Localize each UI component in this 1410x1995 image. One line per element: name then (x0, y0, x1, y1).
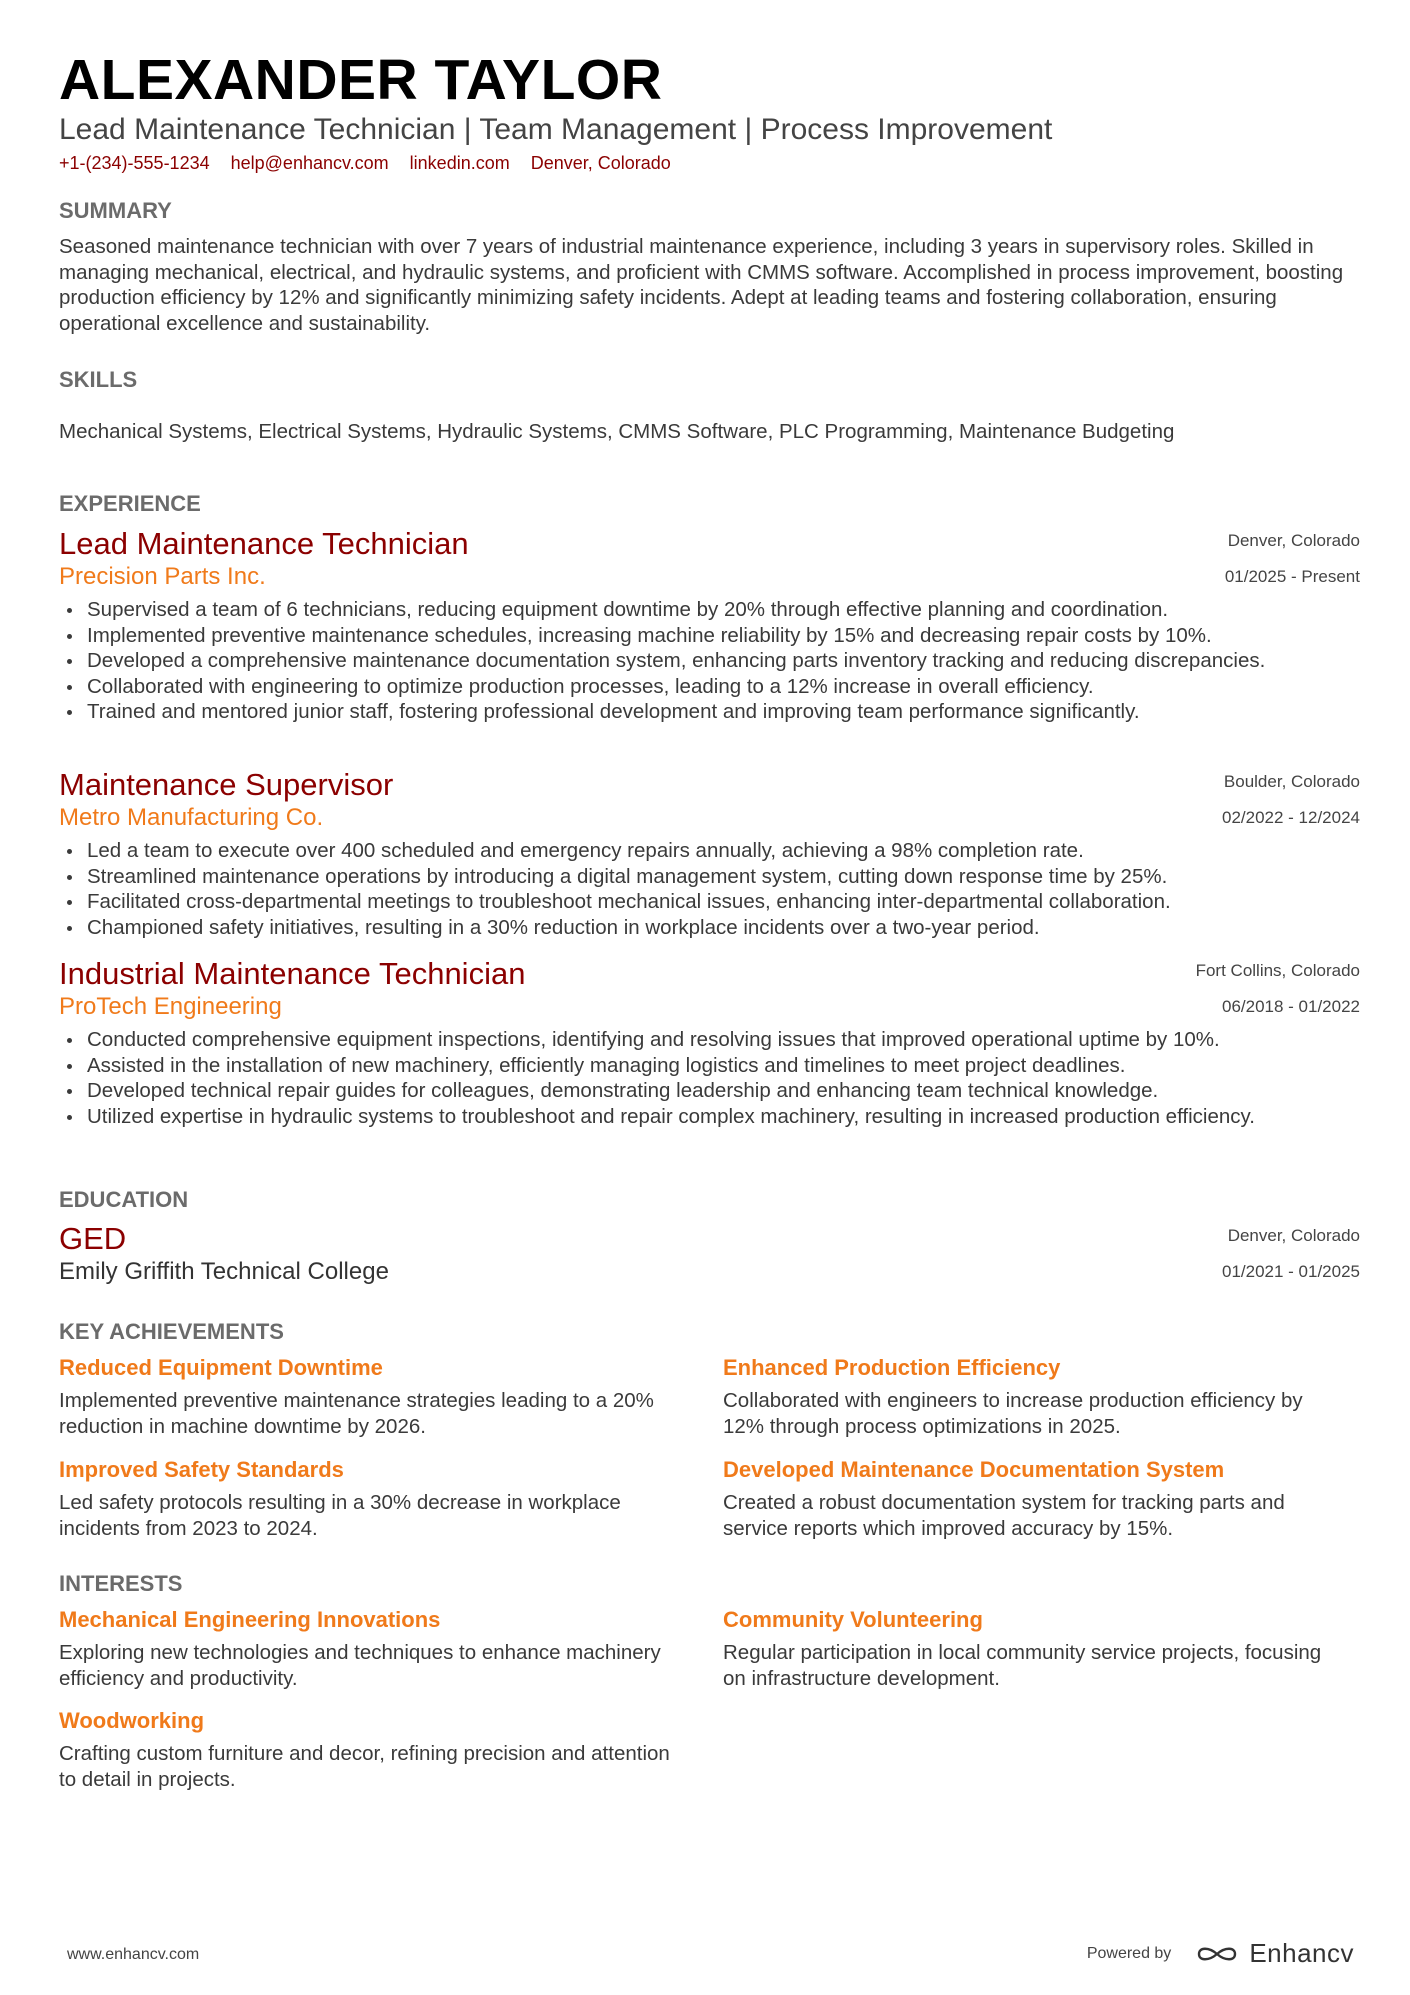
education-entry (59, 1221, 1360, 1287)
job-bullet: Assisted in the installation of new machinery, efficiently managing logistics and timelines to meet project deadlines. (59, 1053, 1360, 1079)
achievements-heading: KEY ACHIEVEMENTS (59, 1319, 284, 1344)
candidate-title: Lead Maintenance Technician | Team Management | Process Improvement (59, 113, 1053, 146)
job-location: Fort Collins, Colorado (1195, 961, 1360, 980)
education-location: Denver, Colorado (1227, 1226, 1360, 1245)
achievement-item (59, 1456, 679, 1541)
brand-name: Enhancv (1249, 1938, 1354, 1968)
contact-email[interactable]: help@enhancv.com (230, 153, 389, 173)
job-bullet: Conducted comprehensive equipment inspections, identifying and resolving issues that improved operational uptime by 10%. (59, 1027, 1360, 1053)
enhancv-logo-icon (1195, 1942, 1241, 1966)
job-bullet: Trained and mentored junior staff, fostering professional development and improving team performance significantly. (59, 699, 1360, 725)
interest-text: Exploring new technologies and techniques to enhance machinery efficiency and productivity. (59, 1641, 661, 1690)
achievement-title: Reduced Equipment Downtime (59, 1355, 383, 1380)
interest-item (723, 1606, 1343, 1691)
job-bullet: Utilized expertise in hydraulic systems to troubleshoot and repair complex machinery, resulting in increased production efficiency. (59, 1104, 1360, 1130)
contact-bar (59, 151, 687, 175)
achievement-item (59, 1354, 679, 1439)
job-dates: 01/2025 - Present (1224, 567, 1360, 586)
job-company: Precision Parts Inc. (59, 563, 266, 590)
candidate-name: ALEXANDER TAYLOR (59, 48, 663, 112)
job-location: Boulder, Colorado (1223, 772, 1360, 791)
job-bullets (59, 1027, 1360, 1129)
achievement-title: Enhanced Production Efficiency (723, 1355, 1061, 1380)
interest-item (59, 1606, 679, 1691)
job-bullet: Implemented preventive maintenance schedules, increasing machine reliability by 15% and decreasing repair costs by 10%. (59, 623, 1360, 649)
achievement-text: Collaborated with engineers to increase production efficiency by 12% through process optimizations in 2025. (723, 1389, 1303, 1438)
job-entry (59, 767, 1360, 940)
job-bullet: Developed technical repair guides for colleagues, demonstrating leadership and enhancing team technical knowledge. (59, 1078, 1360, 1104)
job-title: Industrial Maintenance Technician (59, 956, 526, 991)
interest-item (59, 1707, 679, 1792)
job-dates: 06/2018 - 01/2022 (1221, 997, 1360, 1016)
job-bullet: Championed safety initiatives, resulting in a 30% reduction in workplace incidents over a two-year period. (59, 915, 1360, 941)
job-company: Metro Manufacturing Co. (59, 804, 324, 831)
skills-text: Mechanical Systems, Electrical Systems, Hydraulic Systems, CMMS Software, PLC Programming, Maintenance Budgeting (59, 420, 1175, 443)
job-bullet: Streamlined maintenance operations by introducing a digital management system, cutting down response time by 25%. (59, 864, 1360, 890)
achievement-text: Created a robust documentation system for tracking parts and service reports which improved accuracy by 15%. (723, 1491, 1285, 1540)
job-title: Maintenance Supervisor (59, 767, 394, 802)
achievement-text: Led safety protocols resulting in a 30% decrease in workplace incidents from 2023 to 2024. (59, 1491, 621, 1540)
contact-location: Denver, Colorado (530, 153, 671, 173)
interests-heading: INTERESTS (59, 1571, 183, 1596)
job-bullet: Developed a comprehensive maintenance documentation system, enhancing parts inventory tracking and reducing discrepancies. (59, 648, 1360, 674)
experience-heading: EXPERIENCE (59, 491, 201, 516)
achievement-text: Implemented preventive maintenance strategies leading to a 20% reduction in machine downtime by 2026. (59, 1389, 654, 1438)
job-bullet: Collaborated with engineering to optimize production processes, leading to a 12% increase in overall efficiency. (59, 674, 1360, 700)
job-bullet: Led a team to execute over 400 scheduled and emergency repairs annually, achieving a 98% completion rate. (59, 838, 1360, 864)
job-entry (59, 526, 1360, 725)
job-entry (59, 956, 1360, 1129)
job-title: Lead Maintenance Technician (59, 526, 469, 561)
achievement-item (723, 1456, 1343, 1541)
job-location: Denver, Colorado (1227, 531, 1360, 550)
footer-branding (1087, 1938, 1354, 1969)
achievement-item (723, 1354, 1343, 1439)
education-heading: EDUCATION (59, 1187, 189, 1212)
job-bullet: Facilitated cross-departmental meetings to troubleshoot mechanical issues, enhancing inter-departmental collaboration. (59, 889, 1360, 915)
summary-heading: SUMMARY (59, 198, 172, 223)
footer-website[interactable]: www.enhancv.com (67, 1946, 200, 1963)
interest-title: Woodworking (59, 1708, 205, 1733)
education-degree: GED (59, 1221, 127, 1256)
interest-title: Mechanical Engineering Innovations (59, 1607, 441, 1632)
interest-title: Community Volunteering (723, 1607, 983, 1632)
job-bullets (59, 597, 1360, 725)
job-bullets (59, 838, 1360, 940)
contact-linkedin[interactable]: linkedin.com (409, 153, 510, 173)
powered-by-label: Powered by (1086, 1944, 1172, 1962)
achievement-title: Improved Safety Standards (59, 1457, 344, 1482)
contact-phone[interactable]: +1-(234)-555-1234 (59, 153, 210, 173)
education-school: Emily Griffith Technical College (59, 1258, 389, 1285)
interest-text: Crafting custom furniture and decor, refining precision and attention to detail in projects. (59, 1742, 670, 1791)
achievement-title: Developed Maintenance Documentation System (723, 1457, 1225, 1482)
education-dates: 01/2021 - 01/2025 (1221, 1262, 1360, 1281)
job-dates: 02/2022 - 12/2024 (1221, 808, 1360, 827)
skills-heading: SKILLS (59, 367, 138, 392)
summary-text: Seasoned maintenance technician with over 7 years of industrial maintenance experience, including 3 years in supervisory roles. Skilled in managing mechanical, electrical, and hydraulic systems, and proficient with CMMS software. Accomplished in process improvement, boosting production efficiency by 12% and significantly minimizing safety incidents. Adept at leading teams and fostering collaboration, ensuring operational excellence and sustainability. (59, 235, 1344, 335)
job-company: ProTech Engineering (59, 993, 282, 1020)
job-bullet: Supervised a team of 6 technicians, reducing equipment downtime by 20% through effective planning and coordination. (59, 597, 1360, 623)
interest-text: Regular participation in local community service projects, focusing on infrastructure development. (723, 1641, 1322, 1690)
